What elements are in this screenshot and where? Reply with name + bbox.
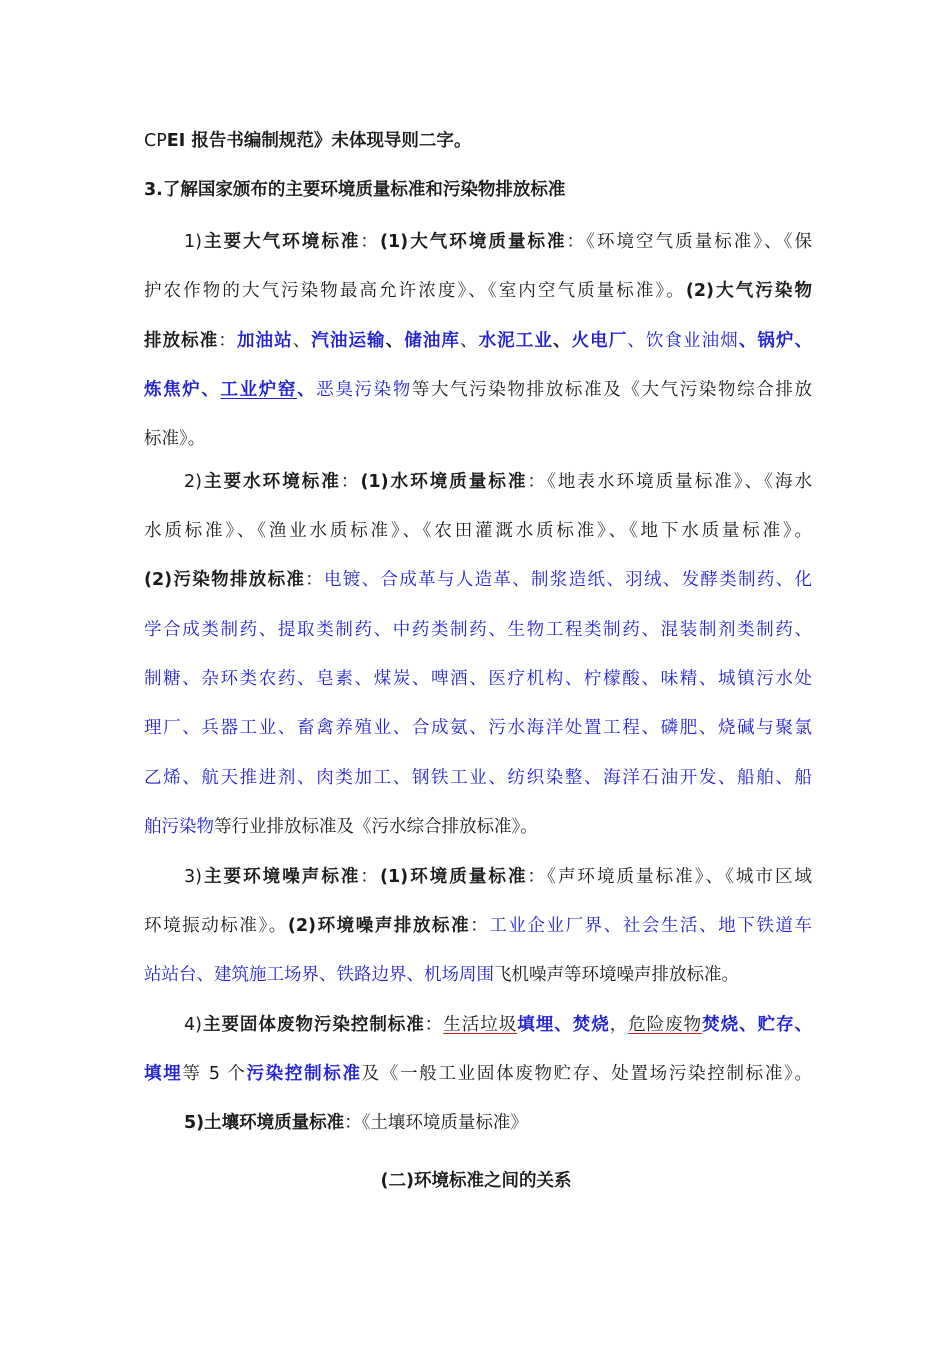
air-item: 储油库 <box>404 331 460 351</box>
air-line-4: 炼焦炉、工业炉窑、恶臭污染物等大气污染物排放标准及《大气污染物综合排放 <box>144 380 813 400</box>
air-item: 汽油运输 <box>311 331 386 351</box>
section-3-heading: 3.了解国家颁布的主要环境质量标准和污染物排放标准 <box>144 180 566 200</box>
noise-line-3: 站站台、建筑施工场界、铁路边界、机场周围飞机噪声等环境噪声排放标准。 <box>144 965 739 985</box>
water-title: 主要水环境标准 <box>201 472 341 492</box>
water-line-2: 水质标准》、《渔业水质标准》、《农田灌溉水质标准》、《地下水质量标准》。 <box>144 521 812 541</box>
soil-title: 5)土壤环境质量标准 <box>184 1113 345 1133</box>
intro-line <box>144 126 812 156</box>
water-line-8: 舶污染物等行业排放标准及《污水综合排放标准》。 <box>144 817 538 837</box>
noise-line-2: 环境振动标准》。(2)环境噪声排放标准：工业企业厂界、社会生活、地下铁道车 <box>144 916 813 936</box>
noise-title: 主要环境噪声标准 <box>201 867 361 887</box>
air-emission-label: (2)大气污染物 <box>685 281 812 301</box>
air-item: 、饮食业油烟 <box>627 331 739 351</box>
air-line-1: 1)主要大气环境标准：(1)大气环境质量标准：《环境空气质量标准》、《保 <box>184 232 813 252</box>
water-line-4: 学合成类制药、提取类制药、中药类制药、生物工程类制药、混装制剂类制药、 <box>144 620 812 640</box>
intro-rest: EI 报告书编制规范》未体现导则二字。 <box>166 131 472 151</box>
water-line-3: (2)污染物排放标准：电镀、合成革与人造革、制浆造纸、羽绒、发酵类制药、化 <box>144 570 812 590</box>
air-line-3: 排放标准：加油站、汽油运输、储油库、水泥工业、火电厂、饮食业油烟、锅炉、 <box>144 331 813 351</box>
air-item: 、锅炉、 <box>738 331 813 351</box>
air-item: 加油站 <box>236 331 293 351</box>
water-line-5: 制糖、杂环类农药、皂素、煤炭、啤酒、医疗机构、柠檬酸、味精、城镇污水处 <box>144 669 812 689</box>
air-line-5: 标准》。 <box>144 429 206 449</box>
soil-line: 5)土壤环境质量标准：《土壤环境质量标准》 <box>184 1113 528 1133</box>
air-quality-label: (1)大气环境质量标准 <box>379 232 567 252</box>
water-line-6: 理厂、兵器工业、畜禽养殖业、合成氨、污水海洋处置工程、磷肥、烧碱与聚氯 <box>144 718 812 738</box>
solid-title: 主要固体废物污染控制标准 <box>201 1015 425 1035</box>
air-item: 水泥工业 <box>478 331 553 351</box>
section-two-heading: (二)环境标准之间的关系 <box>380 1171 572 1191</box>
solid-line-2: 填埋等 5 个污染控制标准及《一般工业固体废物贮存、处置场污染控制标准》。 <box>144 1064 813 1084</box>
noise-line-1: 3)主要环境噪声标准：(1)环境质量标准：《声环境质量标准》、《城市区域 <box>184 867 813 887</box>
solid-line-1: 4)主要固体废物污染控制标准：生活垃圾填埋、焚烧，危险废物焚烧、贮存、 <box>184 1015 813 1035</box>
air-line-2: 护农作物的大气污染物最高允许浓度》、《室内空气质量标准》。(2)大气污染物 <box>144 281 812 301</box>
air-item: 火电厂 <box>571 331 628 351</box>
water-line-7: 乙烯、航天推进剂、肉类加工、钢铁工业、纺织染整、海洋石油开发、船舶、船 <box>144 768 812 788</box>
intro-prefix: CP <box>144 131 167 151</box>
water-line-1: 2)主要水环境标准：(1)水环境质量标准：《地表水环境质量标准》、《海水 <box>184 472 813 492</box>
air-title: 主要大气环境标准 <box>201 232 361 252</box>
